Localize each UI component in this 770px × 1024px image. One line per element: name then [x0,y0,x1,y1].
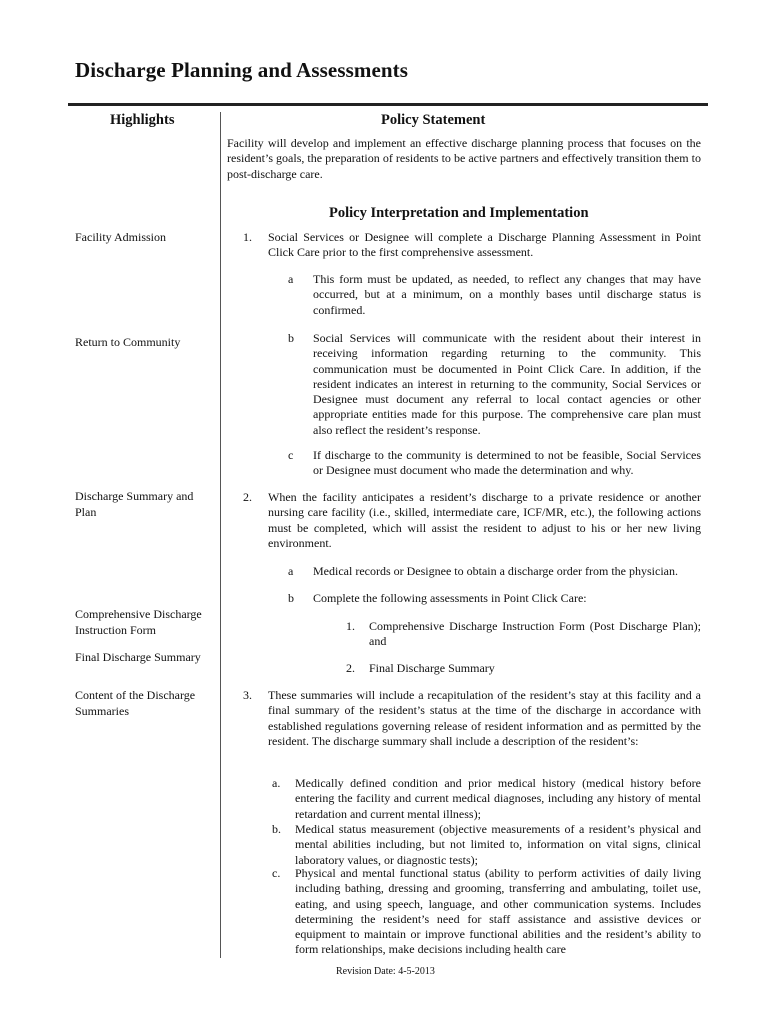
item-1b-text: Social Services will communicate with the resident about their interest in receiving information regarding returning to the community. This communication must be documented in Point Click Care. In addition, if the resident indicates an interest in returning to the community, Social Services or Designee must document any referral to local contact agencies or other appropriate entities made for this purpose. The comprehensive care plan must also reflect the resident’s response. [313,331,701,437]
item-2b1-text: Comprehensive Discharge Instruction Form (Post Discharge Plan); and [369,619,701,649]
item-2a-text: Medical records or Designee to obtain a discharge order from the physician. [313,564,678,578]
item-2b-label: b [288,591,294,605]
sidebar-facility-admission: Facility Admission [75,230,167,244]
item-1-text: Social Services or Designee will complete a Discharge Planning Assessment in Point Click Care prior to the first comprehensive assessment. [268,230,701,260]
item-3-text: These summaries will include a recapitulation of the resident’s stay at this facility and a final summary of the resident’s status at the time of the discharge in accordance with established regulations governing release of resident information and as permitted by the resident. The discharge summary shall include a description of the resident’s: [268,688,701,748]
item-3b-label: b. [272,822,281,836]
item-2b1-number: 1. [346,619,355,633]
item-3a-label: a. [272,776,281,790]
item-2a-label: a [288,564,294,578]
item-2b2-number: 2. [346,661,355,675]
item-1b-label: b [288,331,294,345]
sidebar-return-to-community: Return to Community [75,335,181,349]
highlights-heading: Highlights [110,112,175,128]
item-1a-label: a [288,272,294,286]
item-1-number: 1. [243,230,252,244]
item-3c-text: Physical and mental functional status (ability to perform activities of daily living including bathing, dressing and grooming, transferring and ambulating, toilet use, eating, and using speech, language, and other communication systems. Includes determining the resident’s need for staff assistance and assistive devices or equipment to maintain or improve functional abilities and the resident’s ability to form relationships, make decisions including health care [295,866,701,957]
policy-statement-text: Facility will develop and implement an effective discharge planning process that focuses on the resident’s goals, the preparation of residents to be active partners and effectively transition them to post-discharge care. [227,136,701,181]
item-3b-text: Medical status measurement (objective measurements of a resident’s physical and mental abilities including, but not limited to, information on vital signs, clinical laboratory values, or diagnostic tests); [295,822,701,867]
item-1c-label: c [288,448,294,462]
item-2-number: 2. [243,490,252,504]
title-divider [68,103,708,106]
policy-statement-heading: Policy Statement [381,112,486,128]
item-3-number: 3. [243,688,252,702]
column-divider [220,112,221,958]
item-1c-text: If discharge to the community is determined to not be feasible, Social Services or Designee must document who made the determination and why. [313,448,701,478]
sidebar-content-summaries: Content of the Discharge Summaries [75,688,196,718]
item-1a-text: This form must be updated, as needed, to reflect any changes that may have occurred, but at a minimum, on a monthly bases until discharge status is confirmed. [313,272,701,317]
item-2-text: When the facility anticipates a resident’s discharge to a private residence or another nursing care facility (i.e., skilled, intermediate care, ICF/MR, etc.), the following actions must be completed, which will assist the resident to adjust to his or her new living environment. [268,490,701,550]
sidebar-final-summary: Final Discharge Summary [75,650,201,664]
item-2b2-text: Final Discharge Summary [369,661,495,675]
page-title: Discharge Planning and Assessments [75,58,409,82]
item-3a-text: Medically defined condition and prior medical history (medical history before entering the facility and current medical diagnoses, including any history of mental retardation and current mental illness); [295,776,701,821]
item-3c-label: c. [272,866,281,880]
sidebar-discharge-summary-plan: Discharge Summary and Plan [75,489,194,519]
sidebar-comprehensive-form: Comprehensive Discharge Instruction Form [75,607,202,637]
revision-date-footer: Revision Date: 4-5-2013 [336,966,435,977]
interpretation-heading: Policy Interpretation and Implementation [329,205,589,221]
item-2b-text: Complete the following assessments in Point Click Care: [313,591,587,605]
